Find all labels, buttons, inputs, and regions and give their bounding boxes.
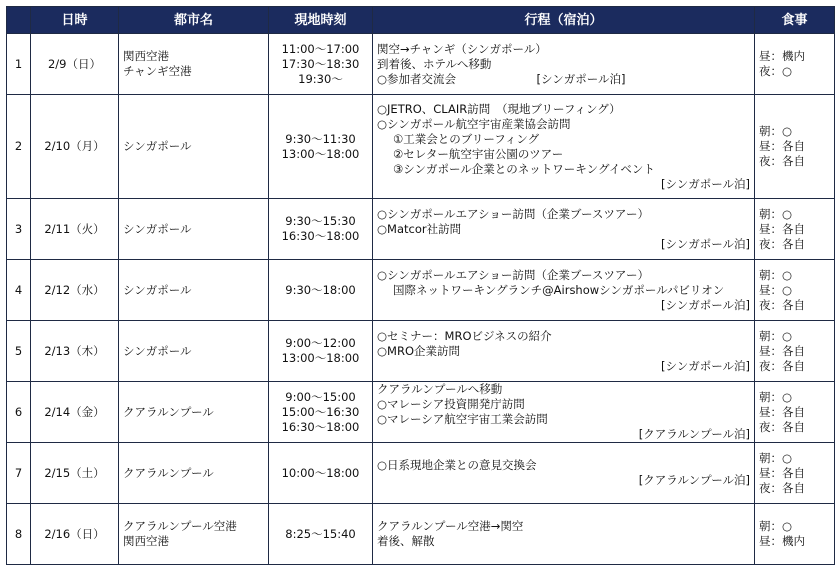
header-time: 現地時刻 xyxy=(269,7,373,34)
row-time xyxy=(269,382,373,443)
itinerary-line: ○日系現地企業との意見交換会 xyxy=(377,458,537,472)
meal-line: 夜：各自 xyxy=(759,480,805,495)
time-line: 11:00～17:00 xyxy=(281,41,360,56)
table-body xyxy=(7,34,835,565)
city-line: チャンギ空港 xyxy=(123,64,192,78)
meal-line: 昼：機内 xyxy=(759,49,805,63)
itinerary-line: ○MRO企業訪問 xyxy=(377,343,460,358)
row-time xyxy=(269,321,373,382)
time-line: 9:30～11:30 xyxy=(285,131,356,146)
meal-line: 昼：各自 xyxy=(759,139,805,153)
time-line: 9:30～18:00 xyxy=(285,282,356,297)
meal-line: 朝：○ xyxy=(759,206,793,221)
itinerary-line: ○セミナー：MROビジネスの紹介 xyxy=(377,328,552,343)
itinerary-line: クアラルンプール空港→関空 xyxy=(377,519,524,533)
row-time xyxy=(269,260,373,321)
row-date: 2/11（火） xyxy=(31,199,119,260)
meal-line: 夜：各自 xyxy=(759,358,805,373)
table-row xyxy=(7,199,835,260)
row-city xyxy=(119,382,269,443)
table-row xyxy=(7,382,835,443)
row-number: 8 xyxy=(7,504,31,565)
city-line: 関西空港 xyxy=(123,534,169,548)
city-line: クアラルンプール xyxy=(123,404,214,419)
row-number: 4 xyxy=(7,260,31,321)
meal-line: 朝：○ xyxy=(759,389,793,404)
row-time xyxy=(269,199,373,260)
row-city xyxy=(119,199,269,260)
row-number: 6 xyxy=(7,382,31,443)
row-meals xyxy=(755,382,835,443)
row-city xyxy=(119,95,269,199)
itinerary-line: [シンガポール泊] xyxy=(661,297,750,312)
table-row xyxy=(7,443,835,504)
table-row xyxy=(7,95,835,199)
meal-line: 昼：各自 xyxy=(759,404,805,419)
itinerary-line: ○参加者交流会 [シンガポール泊] xyxy=(377,71,626,86)
meal-line: 昼：機内 xyxy=(759,534,805,548)
city-line: 関西空港 xyxy=(123,49,169,63)
table-row xyxy=(7,321,835,382)
itinerary-line: 着後、解散 xyxy=(377,534,435,548)
itinerary-line: ②セレター航空宇宙公園のツアー xyxy=(393,146,564,161)
table-row xyxy=(7,260,835,321)
meal-line: 朝：○ xyxy=(759,328,793,343)
header-row xyxy=(7,7,835,34)
row-date: 2/12（水） xyxy=(31,260,119,321)
time-line: 9:00～12:00 xyxy=(285,336,356,350)
row-time xyxy=(269,34,373,95)
itinerary-line: [クアラルンプール泊] xyxy=(638,473,750,487)
meal-line: 夜：○ xyxy=(759,64,793,78)
row-meals xyxy=(755,95,835,199)
header-itinerary: 行程（宿泊） xyxy=(373,7,755,34)
time-line: 15:00～16:30 xyxy=(281,404,360,419)
row-date: 2/9（日） xyxy=(31,34,119,95)
row-itinerary xyxy=(373,199,755,260)
city-line: シンガポール xyxy=(123,282,192,297)
meal-line: 夜：各自 xyxy=(759,419,805,434)
meal-line: 夜：各自 xyxy=(759,154,805,168)
itinerary-line: ①工業会とのブリーフィング xyxy=(393,131,540,146)
time-line: 13:00～18:00 xyxy=(281,351,360,365)
itinerary-line: ○マレーシア航空宇宙工業会訪問 xyxy=(377,412,548,426)
city-line: クアラルンプール xyxy=(123,465,214,480)
city-line: シンガポール xyxy=(123,139,192,153)
time-line: 16:30～18:00 xyxy=(281,419,360,434)
row-number: 7 xyxy=(7,443,31,504)
meal-line: 昼：各自 xyxy=(759,343,805,358)
itinerary-line: ○シンガポールエアショー訪問（企業ブースツアー） xyxy=(377,267,650,282)
row-date: 2/13（木） xyxy=(31,321,119,382)
row-date: 2/15（土） xyxy=(31,443,119,504)
row-meals xyxy=(755,199,835,260)
itinerary-line: ○JETRO、CLAIR訪問 （現地ブリーフィング） xyxy=(377,101,621,116)
time-line: 16:30～18:00 xyxy=(281,229,360,243)
row-time xyxy=(269,443,373,504)
row-time xyxy=(269,504,373,565)
itinerary-line: ○シンガポールエアショー訪問（企業ブースツアー） xyxy=(377,206,650,221)
city-line: クアラルンプール空港 xyxy=(123,519,237,533)
meal-line: 朝：○ xyxy=(759,519,793,533)
row-itinerary xyxy=(373,34,755,95)
table-row xyxy=(7,34,835,95)
row-city xyxy=(119,34,269,95)
meal-line: 朝：○ xyxy=(759,267,793,282)
itinerary-line: ○マレーシア投資開発庁訪問 xyxy=(377,397,525,411)
row-number: 2 xyxy=(7,95,31,199)
time-line: 9:30～15:30 xyxy=(285,214,356,228)
row-city xyxy=(119,504,269,565)
row-time xyxy=(269,95,373,199)
city-line: シンガポール xyxy=(123,221,192,236)
row-meals xyxy=(755,504,835,565)
row-date: 2/14（金） xyxy=(31,382,119,443)
meal-line: 朝：○ xyxy=(759,450,793,465)
meal-line: 昼：○ xyxy=(759,282,793,297)
header-num xyxy=(7,7,31,34)
time-line: 10:00～18:00 xyxy=(281,465,360,480)
row-meals xyxy=(755,34,835,95)
header-meals: 食事 xyxy=(755,7,835,34)
time-line: 19:30～ xyxy=(298,71,343,86)
meal-line: 夜：各自 xyxy=(759,297,805,312)
itinerary-line: ○Matcor社訪問 xyxy=(377,221,462,236)
row-date: 2/16（日） xyxy=(31,504,119,565)
itinerary-line: 関空→チャンギ（シンガポール） xyxy=(377,41,547,56)
meal-line: 昼：各自 xyxy=(759,221,805,236)
itinerary-line: [シンガポール泊] xyxy=(661,236,750,251)
row-meals xyxy=(755,260,835,321)
row-meals xyxy=(755,321,835,382)
row-itinerary xyxy=(373,321,755,382)
row-itinerary xyxy=(373,95,755,199)
table-row xyxy=(7,504,835,565)
meal-line: 夜：各自 xyxy=(759,236,805,251)
itinerary-line: 到着後、ホテルへ移動 xyxy=(377,56,492,71)
itinerary-line: ○シンガポール航空宇宙産業協会訪問 xyxy=(377,116,571,131)
row-itinerary xyxy=(373,382,755,443)
itinerary-line: [シンガポール泊] xyxy=(661,176,750,191)
row-number: 1 xyxy=(7,34,31,95)
itinerary-line: [クアラルンプール泊] xyxy=(638,427,750,441)
itinerary-line: [シンガポール泊] xyxy=(661,358,750,373)
header-city: 都市名 xyxy=(119,7,269,34)
time-line: 8:25～15:40 xyxy=(285,526,356,541)
row-city xyxy=(119,443,269,504)
row-city xyxy=(119,260,269,321)
row-date: 2/10（月） xyxy=(31,95,119,199)
itinerary-line: ③シンガポール企業とのネットワーキングイベント xyxy=(393,161,655,176)
row-itinerary xyxy=(373,443,755,504)
meal-line: 朝：○ xyxy=(759,124,793,138)
time-line: 9:00～15:00 xyxy=(285,389,356,404)
header-date: 日時 xyxy=(31,7,119,34)
row-itinerary xyxy=(373,260,755,321)
time-line: 17:30～18:30 xyxy=(281,56,360,71)
row-meals xyxy=(755,443,835,504)
row-itinerary xyxy=(373,504,755,565)
city-line: シンガポール xyxy=(123,343,192,358)
itinerary-line: クアラルンプールへ移動 xyxy=(377,382,503,396)
row-city xyxy=(119,321,269,382)
row-number: 3 xyxy=(7,199,31,260)
time-line: 13:00～18:00 xyxy=(281,146,360,161)
row-number: 5 xyxy=(7,321,31,382)
itinerary-table xyxy=(6,6,835,565)
itinerary-line: 国際ネットワーキングランチ@Airshowシンガポールパビリオン xyxy=(393,282,725,297)
meal-line: 昼：各自 xyxy=(759,465,805,480)
